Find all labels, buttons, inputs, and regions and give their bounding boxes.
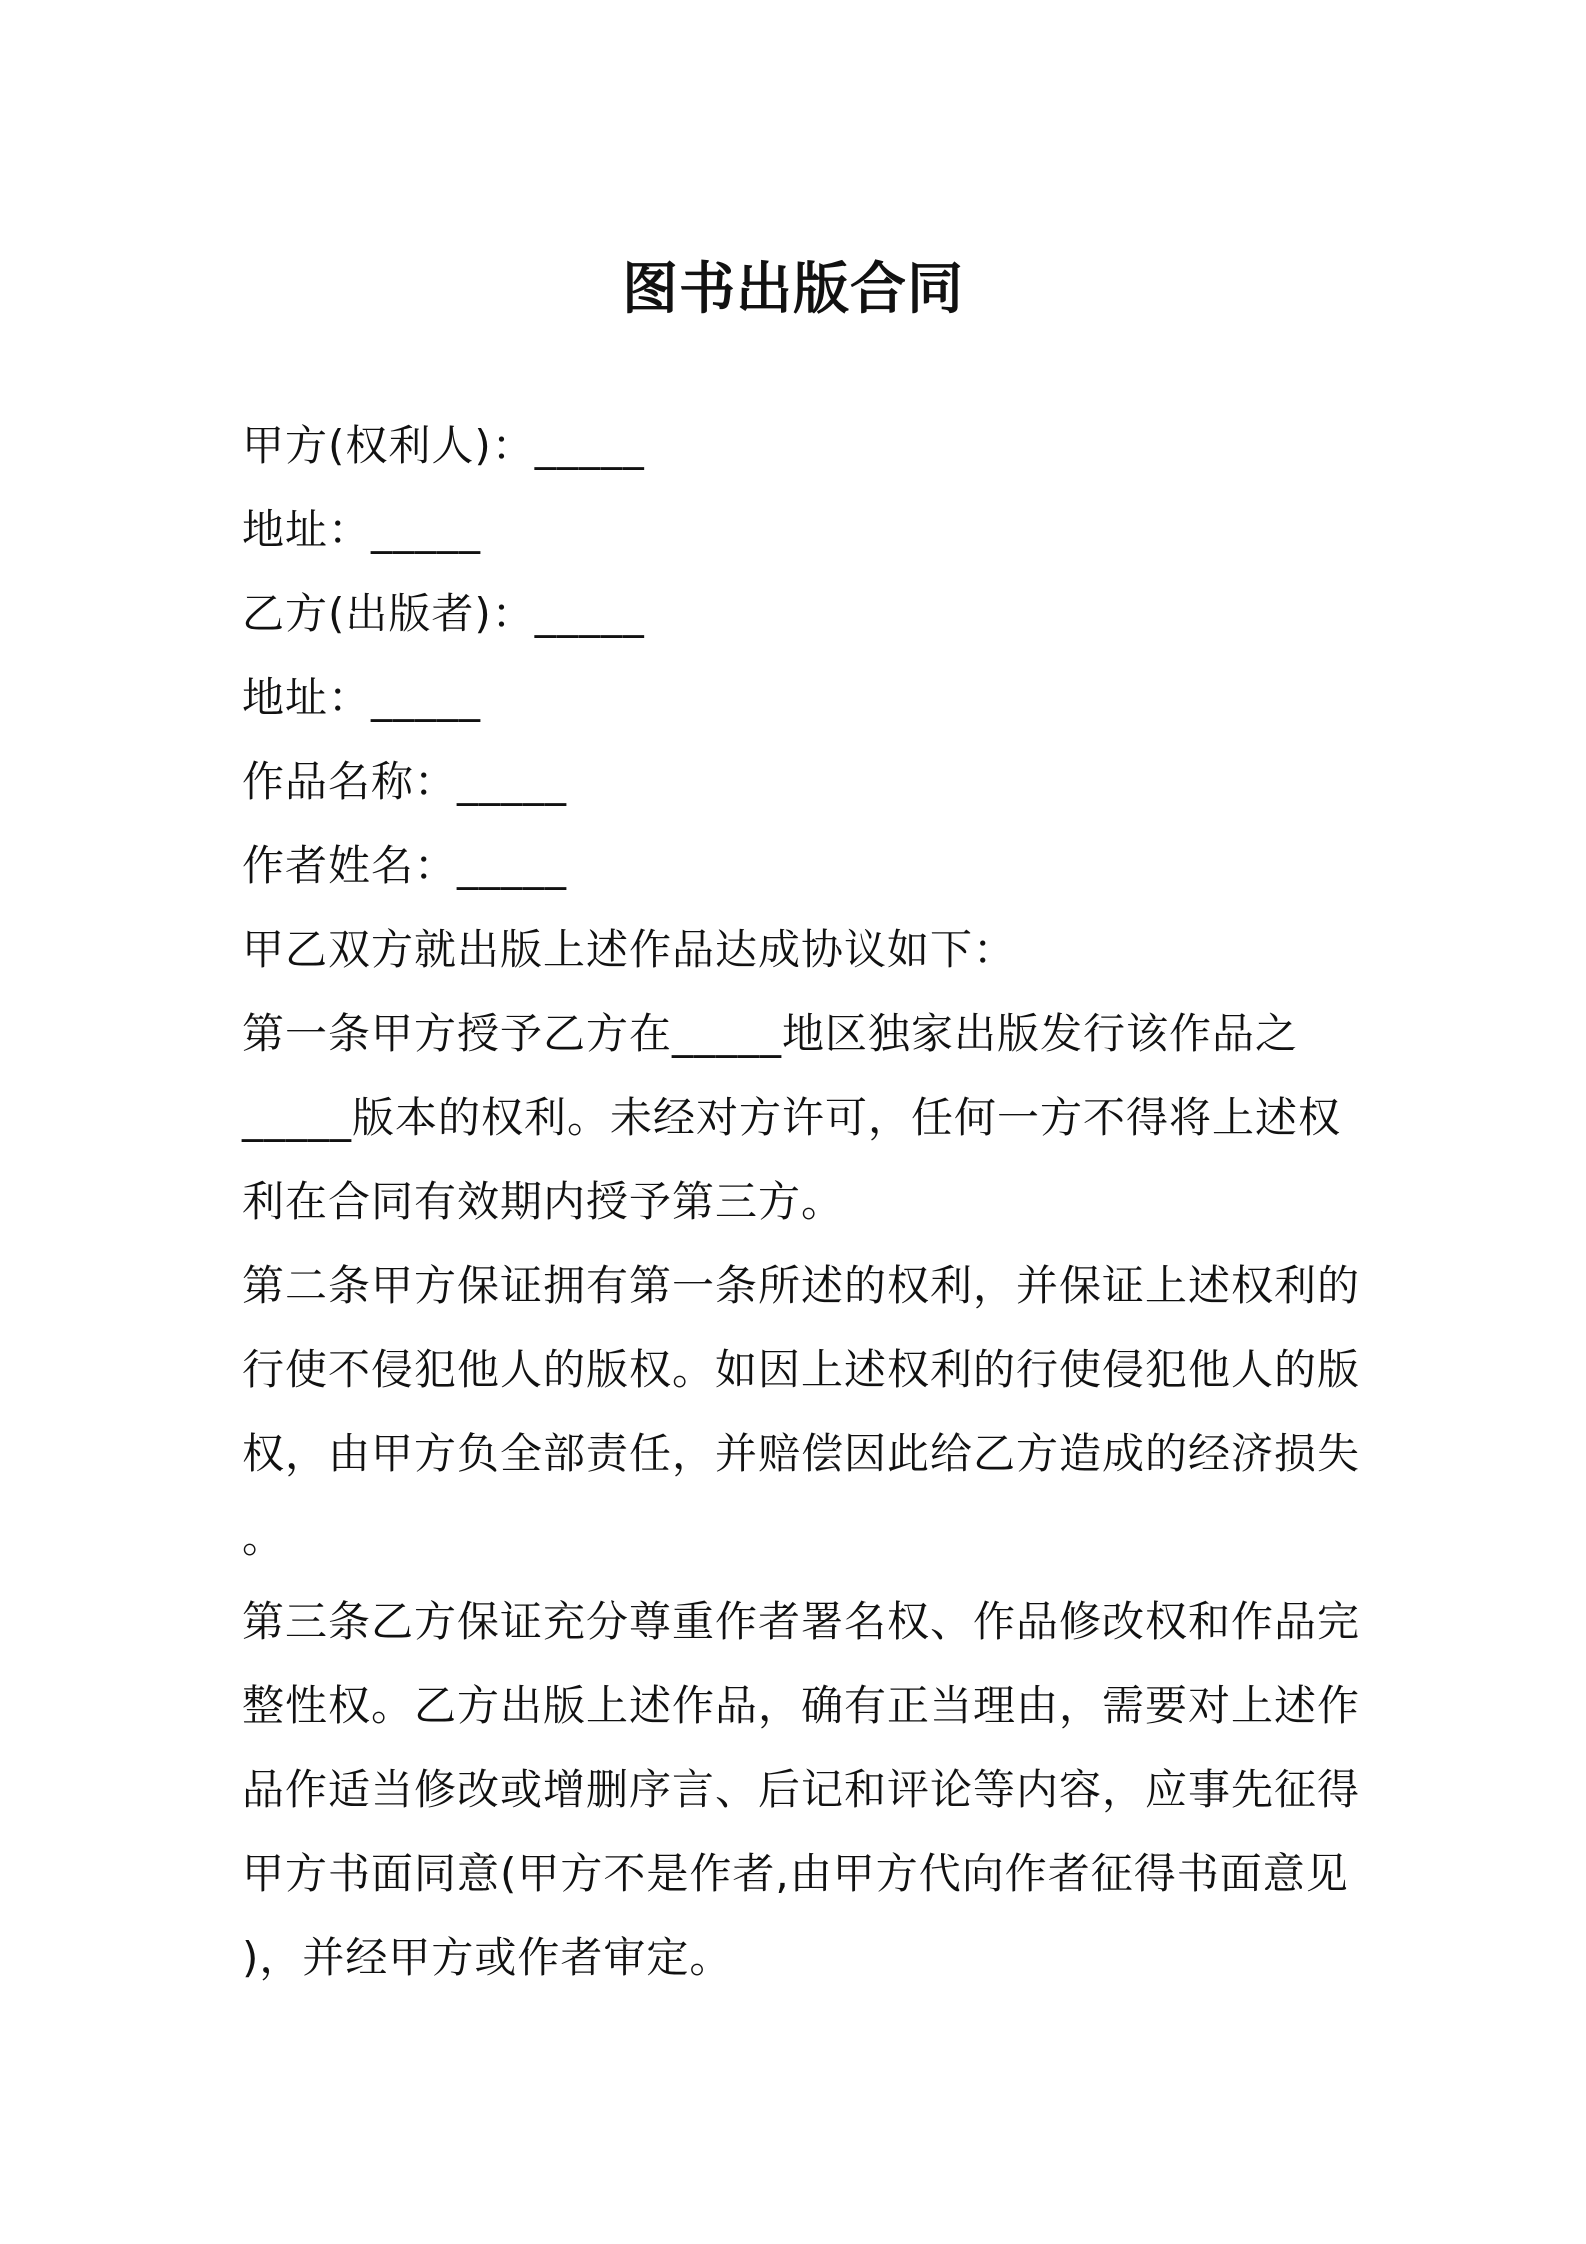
agreement-intro: 甲乙双方就出版上述作品达成协议如下： xyxy=(242,925,1017,974)
field-label: 地址： xyxy=(242,673,372,722)
clause-line: 第三条乙方保证充分尊重作者署名权、作品修改权和作品完 xyxy=(242,1597,1361,1646)
field-party-b xyxy=(242,572,1358,656)
field-value: _____ xyxy=(371,505,482,554)
field-party-a-address xyxy=(242,488,1358,572)
field-label: 乙方(出版者)： xyxy=(242,589,535,638)
clause-line: 行使不侵犯他人的版权。如因上述权利的行使侵犯他人的版 xyxy=(242,1345,1361,1394)
field-value: _____ xyxy=(534,589,645,638)
field-label: 地址： xyxy=(242,505,372,554)
field-value: _____ xyxy=(457,841,568,890)
field-work-title xyxy=(242,740,1358,824)
field-value: _____ xyxy=(371,673,482,722)
clause-line: 权，由甲方负全部责任，并赔偿因此给乙方造成的经济损失 xyxy=(242,1429,1361,1478)
field-party-a xyxy=(242,404,1358,488)
clause-line: 第二条甲方保证拥有第一条所述的权利，并保证上述权利的 xyxy=(242,1261,1361,1310)
clause-line: 甲方书面同意(甲方不是作者,由甲方代向作者征得书面意见 xyxy=(242,1849,1349,1898)
field-label: 甲方(权利人)： xyxy=(242,421,535,470)
field-label: 作者姓名： xyxy=(242,841,458,890)
field-author-name xyxy=(242,824,1358,908)
field-value: _____ xyxy=(534,421,645,470)
clause-1 xyxy=(242,992,1358,1244)
clause-line: 整性权。乙方出版上述作品，确有正当理由，需要对上述作 xyxy=(242,1681,1361,1730)
clause-line: )，并经甲方或作者审定。 xyxy=(242,1933,733,1982)
field-party-b-address xyxy=(242,656,1358,740)
document-title: 图书出版合同 xyxy=(622,257,964,322)
clause-line: 利在合同有效期内授予第三方。 xyxy=(242,1177,845,1226)
document-body xyxy=(242,404,1361,2000)
field-value: _____ xyxy=(457,757,568,806)
clause-line: 第一条甲方授予乙方在_____地区独家出版发行该作品之 xyxy=(242,1009,1299,1058)
clause-2 xyxy=(242,1244,1361,1580)
clause-3 xyxy=(242,1580,1361,2000)
clause-line: 品作适当修改或增删序言、后记和评论等内容，应事先征得 xyxy=(242,1765,1361,1814)
clause-line: 。 xyxy=(242,1513,286,1562)
field-label: 作品名称： xyxy=(242,757,458,806)
clause-line: _____版本的权利。未经对方许可，任何一方不得将上述权 xyxy=(242,1093,1342,1142)
